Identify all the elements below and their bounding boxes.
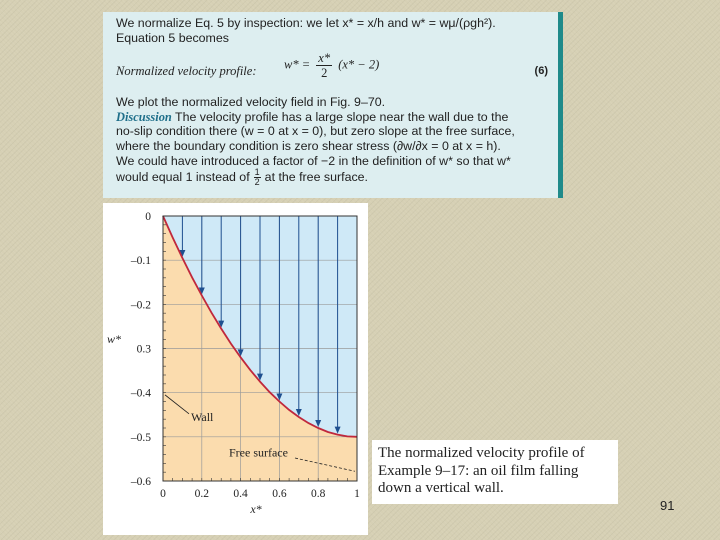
equation-body (284, 51, 379, 80)
discussion-line-2: no-slip condition there (w = 0 at x = 0), but zero slope at the free surface, (116, 124, 515, 139)
y-tick-label: –0.1 (130, 255, 151, 268)
x-tick-label: 0.8 (311, 488, 326, 500)
x-tick-label: 0.4 (233, 488, 248, 500)
half-numerator: 1 (254, 167, 260, 178)
x-axis-title: x* (250, 502, 262, 516)
discussion-line-1 (116, 110, 550, 125)
x-tick-label: 0.2 (194, 488, 209, 500)
free-surface-label: Free surface (229, 445, 288, 460)
equation-label: Normalized velocity profile: (116, 64, 257, 79)
equation-fraction (316, 51, 332, 80)
velocity-profile-chart (103, 203, 368, 535)
discussion-line-4: We could have introduced a factor of −2 in the definition of w* so that w* (116, 153, 511, 168)
discussion-text-1: The velocity profile has a large slope near the wall due to the (175, 109, 509, 124)
equation-row (116, 51, 550, 87)
half-denominator: 2 (254, 177, 260, 188)
plot-sentence: We plot the normalized velocity field in Fig. 9–70. (116, 95, 386, 110)
intro-line-1: We normalize Eq. 5 by inspection: we let x* = x/h and w* = wμ/(ρgh²). (116, 16, 496, 30)
figure-caption (372, 440, 618, 504)
y-axis-title: w* (107, 332, 122, 346)
caption-line-2: Example 9–17: an oil film falling (378, 462, 579, 479)
y-tick-label: 0 (145, 211, 151, 223)
chart-svg (103, 203, 368, 535)
y-tick-label: –0.4 (130, 387, 151, 400)
x-tick-label: 1 (354, 488, 360, 500)
equation-lhs: w* = (284, 57, 311, 72)
discussion-heading: Discussion (116, 109, 172, 124)
discussion-line-5 (116, 168, 550, 187)
equation-numerator: x* (318, 51, 331, 66)
page-number: 91 (660, 498, 675, 513)
text-panel (103, 12, 563, 198)
discussion-text-5b: at the free surface. (264, 169, 368, 184)
x-tick-label: 0 (160, 488, 166, 500)
equation-rhs: (x* − 2) (338, 57, 380, 72)
discussion-text-5a: would equal 1 instead of (116, 169, 250, 184)
y-tick-label: –0.6 (130, 476, 151, 488)
discussion-line-3: where the boundary condition is zero shear stress (∂w/∂x = 0 at x = h). (116, 138, 501, 153)
y-tick-label: 0.3 (136, 343, 151, 356)
caption-line-1: The normalized velocity profile of (378, 445, 585, 461)
y-tick-label: –0.2 (130, 299, 151, 312)
equation-denominator: 2 (321, 66, 328, 81)
equation-number: (6) (534, 65, 548, 78)
y-tick-label: –0.5 (130, 431, 151, 444)
intro-line-2: Equation 5 becomes (116, 30, 229, 45)
one-half-fraction (254, 168, 261, 187)
caption-line-3: down a vertical wall. (378, 480, 504, 496)
wall-label: Wall (191, 409, 214, 424)
x-tick-label: 0.6 (272, 488, 287, 500)
